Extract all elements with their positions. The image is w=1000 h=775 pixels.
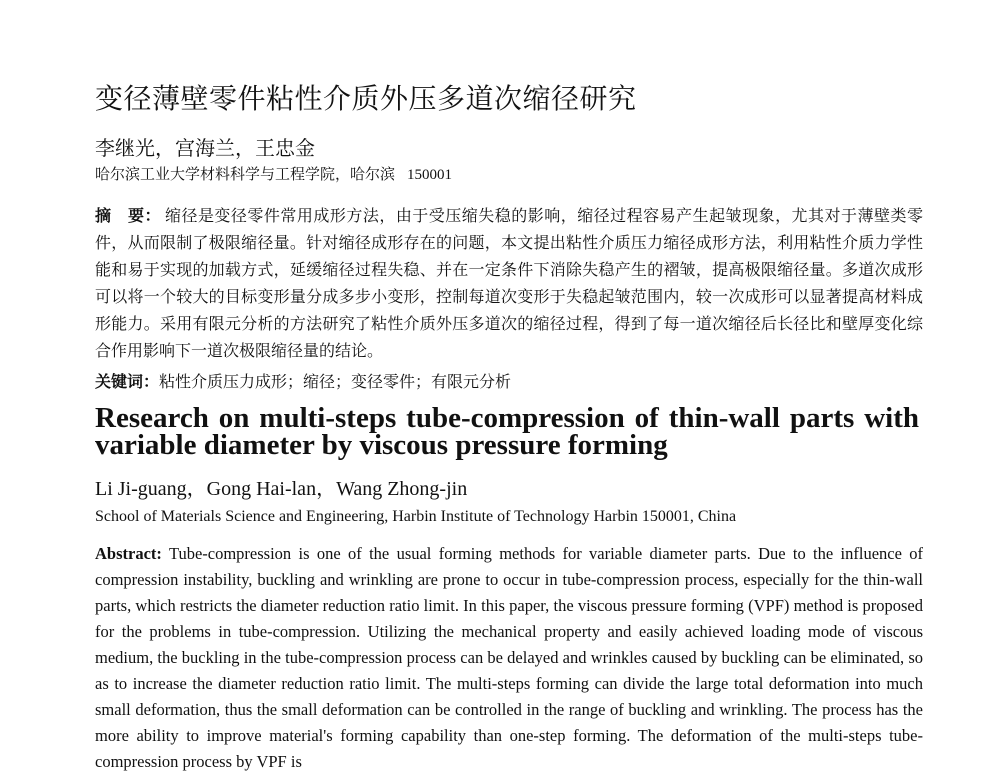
english-affiliation: School of Materials Science and Engineering, Harbin Institute of Technology Harbin 150001, China	[95, 508, 737, 525]
english-authors: Li Ji-guang，Gong Hai-lan，Wang Zhong-jin	[95, 478, 468, 500]
chinese-keywords-text: 粘性介质压力成形；缩径；变径零件；有限元分析	[159, 372, 512, 391]
chinese-affiliation-name: 哈尔滨工业大学材料科学与工程学院，哈尔滨	[95, 165, 396, 183]
english-abstract	[95, 541, 923, 775]
chinese-abstract-label: 摘 要：	[95, 206, 161, 225]
chinese-authors: 李继光，宫海兰，王忠金	[95, 136, 315, 160]
chinese-keywords	[95, 369, 923, 395]
english-abstract-text: Tube-compression is one of the usual forming methods for variable diameter parts. Due to the influence of compression instability, buckling and wrinkling are prone to occur in tube-compression process, especially for the thin-wall parts, which restricts the diameter reduction ratio limit. In this paper, the viscous pressure forming (VPF) method is proposed for the problems in tube-compression. Utilizing the mechanical property and easily achieved loading mode of viscous medium, the buckling in the tube-compression process can be delayed and wrinkles caused by buckling can be eliminated, so as to increase the diameter reduction ratio limit. The multi-steps forming can divide the large total deformation into much small deformation, thus the small deformation can be controlled in the range of buckling and wrinkling. The process has the more ability to improve material's forming capability than one-step forming. The deformation of the multi-steps tube-compression process by VPF is	[95, 544, 924, 771]
chinese-postcode: 150001	[407, 167, 453, 183]
english-abstract-label: Abstract:	[95, 544, 162, 563]
english-title: Research on multi-steps tube-compression of thin-wall parts with variable diameter by viscous pressure forming	[95, 402, 919, 461]
chinese-affiliation	[95, 162, 452, 187]
chinese-title: 变径薄壁零件粘性介质外压多道次缩径研究	[95, 82, 637, 115]
chinese-keywords-label: 关键词：	[95, 372, 160, 391]
chinese-abstract	[95, 202, 923, 364]
chinese-abstract-text: 缩径是变径零件常用成形方法，由于受压缩失稳的影响，缩径过程容易产生起皱现象，尤其对于薄壁类零件，从而限制了极限缩径量。针对缩径成形存在的问题，本文提出粘性介质压力缩径成形方法，利用粘性介质力学性能和易于实现的加载方式，延缓缩径过程失稳、并在一定条件下消除失稳产生的褶皱，提高极限缩径量。多道次成形可以将一个较大的目标变形量分成多步小变形，控制每道次变形于失稳起皱范围内，较一次成形可以显著提高材料成形能力。采用有限元分析的方法研究了粘性介质外压多道次的缩径过程，得到了每一道次缩径后长径比和壁厚变化综合作用影响下一道次极限缩径量的结论。	[95, 206, 923, 360]
